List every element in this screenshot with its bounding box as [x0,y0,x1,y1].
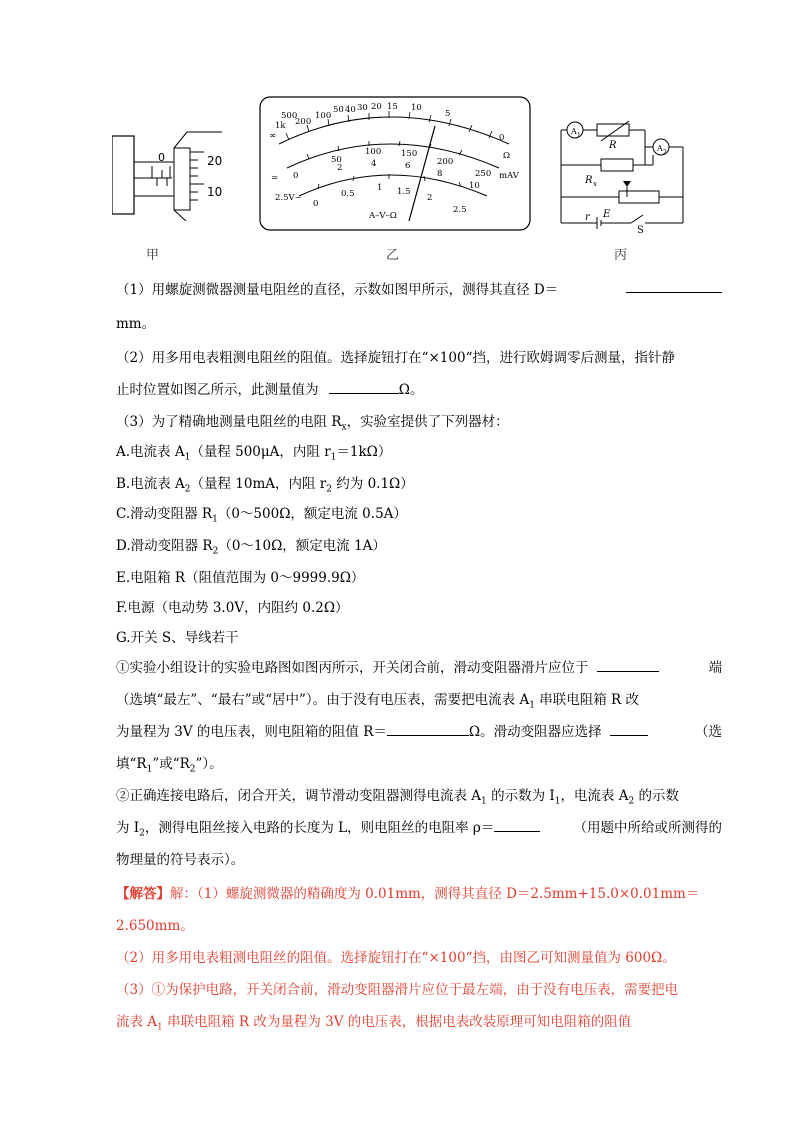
q2-answer-blank[interactable] [329,379,399,394]
dc-tick-8: 8 [437,169,443,179]
ohm-tick-30: 30 [357,103,368,113]
ohm-tick-200: 200 [295,117,312,127]
answer-line-2: 2.650mm。 [116,918,194,934]
ac-tick-2.5: 2.5 [453,205,467,215]
caption-jia: 甲 [146,248,160,263]
ohm-tick-5: 5 [445,109,451,119]
dc-tick-10: 10 [469,181,480,191]
option-c: C.滑动变阻器 $R_1(0\sim 500\Omega$，额定电流 0.5A） [116,506,407,525]
label-eq: = [271,173,279,183]
a2-label: A [657,144,663,153]
q2-text: 止时位置如图乙所示，此测量值为 [116,382,319,398]
e-label: E [603,209,611,220]
figures-row [0,0,800,270]
q1-answer-blank[interactable] [626,278,722,293]
mid-tick-150: 150 [401,149,418,159]
position-blank[interactable] [597,657,659,672]
ohm-tick-inf: ∞ [269,131,277,141]
option-b: B.电流表 $A_2$（量程 10mA，内阻 $r_2$ 约为 0.1Ω） [116,476,414,495]
micrometer-label-20: 20 [207,154,223,168]
ac-tick-1.5: 1.5 [397,187,411,197]
ohm-tick-10: 10 [411,103,422,113]
ohm-tick-15: 15 [387,102,398,112]
rheostat-blank[interactable] [610,721,648,736]
q1-text: （1）用螺旋测微器测量电阻丝的直径，示数如图甲所示，测得其直径 D＝ [116,282,559,298]
label-ohm: Ω [503,151,511,161]
option-g: G.开关 S、导线若干 [116,630,239,646]
q1-line-1 [116,278,722,298]
q3-intro: （3）为了精确地测量电阻丝的电阻 $R_x$，实验室提供了下列器材： [116,414,509,433]
ohm-tick-20: 20 [371,102,382,112]
sub1-line-3: 为量程为 3V 的电压表，则电阻箱的阻值 R＝ Ω。滑动变阻器应选择 （选 [116,720,722,740]
resistance-blank[interactable] [387,721,469,736]
dc-tick-6: 6 [405,161,411,171]
q2-line-2 [116,378,424,398]
label-25v: 2.5V~ [275,193,302,203]
micrometer-label-10: 10 [207,185,223,199]
ohm-tick-50: 50 [333,105,344,115]
mid-tick-250: 250 [475,169,492,179]
sub1-line-4: 填“$R_1$”或“$R_2$”）。 [116,756,223,775]
label-mav: mAV [499,171,519,181]
sub2-line-1: ②正确连接电路后，闭合开关，调节滑动变阻器测得电流表 $A_1$ 的示数为 $I_1$，电流表 $A_2$ 的示数 [116,788,680,807]
mid-tick-100: 100 [365,147,382,157]
ohm-tick-0: 0 [499,133,505,143]
q1-line-2: mm。 [116,316,156,332]
a1-sub: 1 [577,132,581,139]
caption-yi: 乙 [386,248,400,263]
r-label: R [609,140,617,151]
rx-sub: x [593,180,597,188]
s-label: S [637,225,644,236]
option-f: F.电源（电动势 3.0V，内阻约 0.2Ω） [116,600,349,616]
a2-sub: 2 [663,149,667,156]
option-e: E.电阻箱 R（阻值范围为 0～9999.9Ω） [116,570,365,586]
micrometer-figure [112,126,232,221]
dc-tick-0: 0 [293,171,299,181]
ohm-tick-1k: 1k [275,121,286,131]
a1-label: A [571,127,577,136]
ohm-tick-40: 40 [345,105,356,115]
resistivity-blank[interactable] [494,817,540,832]
caption-bing: 丙 [614,248,628,263]
r-small-label: r [585,212,590,223]
option-a: A.电流表 $A_1$（量程 500μA，内阻 $r_1=1k\Omega$） [116,444,392,463]
dc-tick-4: 4 [371,159,377,169]
ac-tick-1: 1 [377,183,383,193]
rx-label: R [585,175,593,186]
ac-tick-0: 0 [313,199,319,209]
mid-tick-200: 200 [437,157,454,167]
answer-line-1: 【解答】解：（1）螺旋测微器的精确度为 0.01mm，测得其直径 D＝2.5mm+15.0×0.01mm＝ [116,886,700,902]
option-d: D.滑动变阻器 $R_2(0\sim 10\Omega$，额定电流 1A） [116,538,386,557]
q2-unit: Ω。 [398,382,424,398]
sub2-line-2: 为 $I_2$，测得电阻丝接入电路的长度为 L，则电阻丝的电阻率 ρ＝ （用题中所给或所测得的 [116,816,722,839]
micrometer-main-zero: 0 [158,151,165,164]
answer-line-4: （3）①为保护电路，开关闭合前，滑动变阻器滑片应位于最左端，由于没有电压表，需要把电 [116,982,679,998]
sub2-line-3: 物理量的符号表示）。 [116,852,245,868]
ac-tick-2: 2 [427,193,433,203]
mid-tick-50: 50 [331,155,342,165]
label-avo: A–V–Ω [369,211,397,221]
ohm-tick-100: 100 [315,111,332,121]
ohm-tick-500: 500 [281,111,298,121]
ac-tick-0.5: 0.5 [341,189,355,199]
dc-tick-2: 2 [337,163,343,173]
answer-line-3: （2）用多用电表粗测电阻丝的阻值。选择旋钮打在“×100“挡，由图乙可知测量值为 600Ω。 [116,950,676,966]
sub1-line-2: （选填“最左”、“最右”或“居中”）。由于没有电压表，需要把电流表 $A_1$ 串联电阻箱 R 改 [116,692,639,711]
multimeter-figure [259,96,531,231]
sub1-line-1: ①实验小组设计的实验电路图如图丙所示，开关闭合前，滑动变阻器滑片应位于 端 [116,656,722,676]
circuit-figure [557,117,689,237]
answer-label: 【解答】 [116,886,170,902]
answer-line-5: 流表 $A_1$ 串联电阻箱 R 改为量程为 3V 的电压表，根据电表改装原理可知电阻箱的阻值 [116,1014,632,1033]
q2-line-1: （2）用多用电表粗测电阻丝的阻值。选择旋钮打在“×100“挡，进行欧姆调零后测量，指针静 [116,350,675,366]
